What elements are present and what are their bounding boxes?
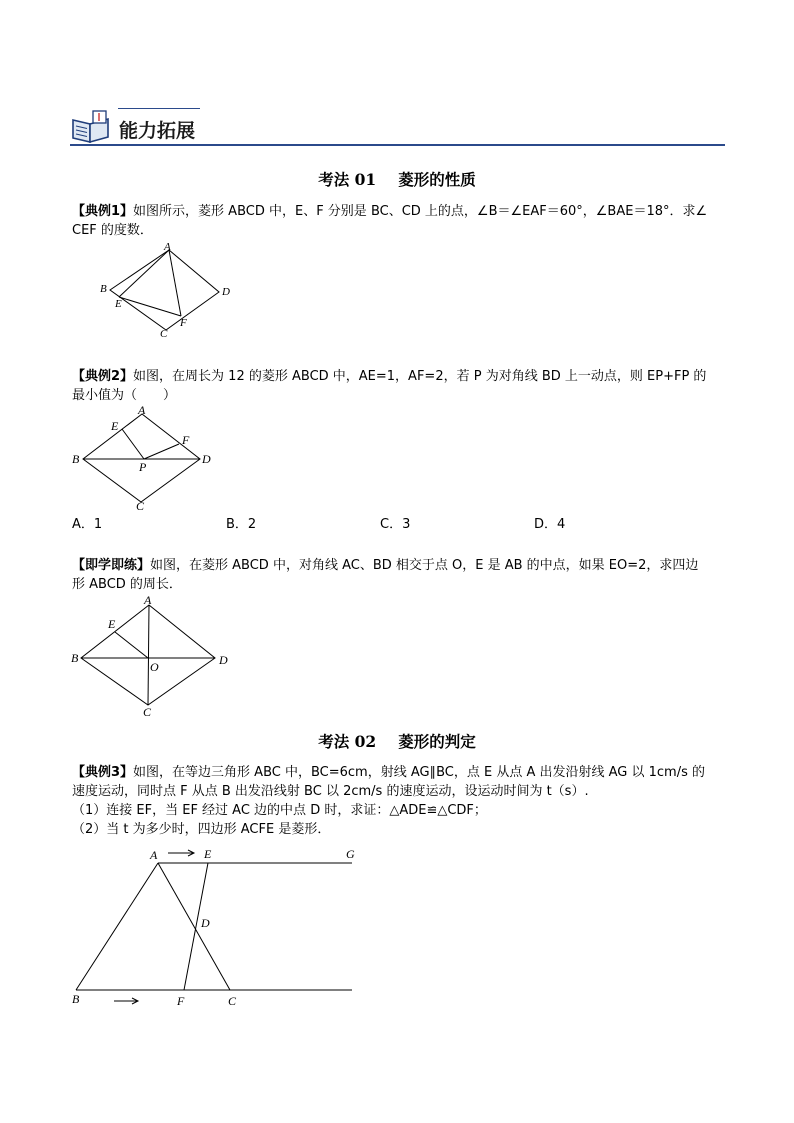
label-B: B: [72, 992, 80, 1006]
figure-rhombus-2: [70, 402, 220, 514]
practice-tag: 【即学即练】: [72, 558, 151, 573]
label-P: P: [139, 460, 147, 474]
label-E: E: [115, 298, 122, 310]
header-title: 能力拓展: [119, 120, 196, 142]
label-E: E: [111, 419, 119, 433]
example-tag: 【典例1】: [72, 204, 134, 219]
label-F: F: [177, 994, 185, 1008]
label-A: A: [144, 593, 152, 607]
header-rule-top: [118, 108, 200, 109]
options: [72, 513, 672, 531]
label-D: D: [202, 452, 211, 466]
label-E: E: [108, 617, 116, 631]
option-b[interactable]: B．2: [226, 517, 257, 532]
example-text-line1: 如图，在等边三角形 ABC 中，BC=6cm，射线 AG∥BC，点 E 从点 A 出发沿射线 AG 以 1cm/s 的: [133, 765, 705, 780]
label-C: C: [136, 499, 145, 513]
option-c[interactable]: C．3: [380, 517, 411, 532]
label-O: O: [150, 660, 159, 674]
label-F: F: [182, 433, 190, 447]
section-heading-02: [0, 730, 794, 752]
question-2: （2）当 t 为多少时，四边形 ACFE 是菱形．: [72, 822, 331, 837]
section-label: 考法 02: [318, 732, 377, 751]
example-text-line2: CEF 的度数．: [72, 223, 153, 238]
figure-triangle: [66, 840, 376, 1015]
label-B: B: [100, 283, 107, 295]
section-heading-01: [0, 168, 794, 190]
example-tag: 【典例3】: [72, 765, 134, 780]
option-d[interactable]: D．4: [534, 517, 566, 532]
example-text-line1: 如图，在周长为 12 的菱形 ABCD 中，AE=1，AF=2，若 P 为对角线 BD 上一动点，则 EP+FP 的: [133, 369, 707, 384]
example-text-line1: 如图所示，菱形 ABCD 中，E、F 分别是 BC、CD 上的点，∠B＝∠EAF＝60°，∠BAE＝18°．求∠: [133, 204, 708, 219]
practice-text-line2: 形 ABCD 的周长．: [72, 577, 182, 592]
label-F: F: [180, 317, 187, 329]
label-D: D: [219, 653, 228, 667]
example-1: [72, 202, 727, 240]
example-2: [72, 367, 727, 405]
section-title: 菱形的性质: [398, 170, 476, 189]
example-3: [72, 763, 727, 839]
example-tag: 【典例2】: [72, 369, 134, 384]
label-G: G: [346, 847, 355, 861]
practice-text-line1: 如图，在菱形 ABCD 中，对角线 AC、BD 相交于点 O，E 是 AB 的中点，如果 EO=2，求四边: [150, 558, 699, 573]
label-B: B: [71, 651, 79, 665]
header-banner: [70, 106, 725, 148]
label-D: D: [222, 286, 230, 298]
option-a[interactable]: A．1: [72, 517, 103, 532]
label-C: C: [143, 705, 152, 719]
figure-rhombus-3: [70, 592, 240, 722]
header-rule: [70, 144, 725, 146]
label-C: C: [228, 994, 237, 1008]
label-E: E: [204, 847, 212, 861]
question-1: （1）连接 EF，当 EF 经过 AC 边的中点 D 时，求证：△ADE≌△CDF；: [72, 803, 487, 818]
label-D: D: [201, 916, 210, 930]
label-A: A: [150, 848, 158, 862]
label-B: B: [72, 452, 80, 466]
label-A: A: [138, 403, 146, 417]
book-icon: [70, 108, 114, 144]
example-text-line2: 速度运动，同时点 F 从点 B 出发沿线射 BC 以 2cm/s 的速度运动，设运动时间为 t（s）.: [72, 784, 589, 799]
label-C: C: [160, 328, 168, 340]
section-label: 考法 01: [318, 170, 377, 189]
practice: [72, 556, 727, 594]
section-title: 菱形的判定: [398, 732, 476, 751]
example-text-line2: 最小值为（ ）: [72, 388, 177, 403]
label-A: A: [164, 241, 171, 253]
figure-rhombus-1: [96, 240, 246, 340]
